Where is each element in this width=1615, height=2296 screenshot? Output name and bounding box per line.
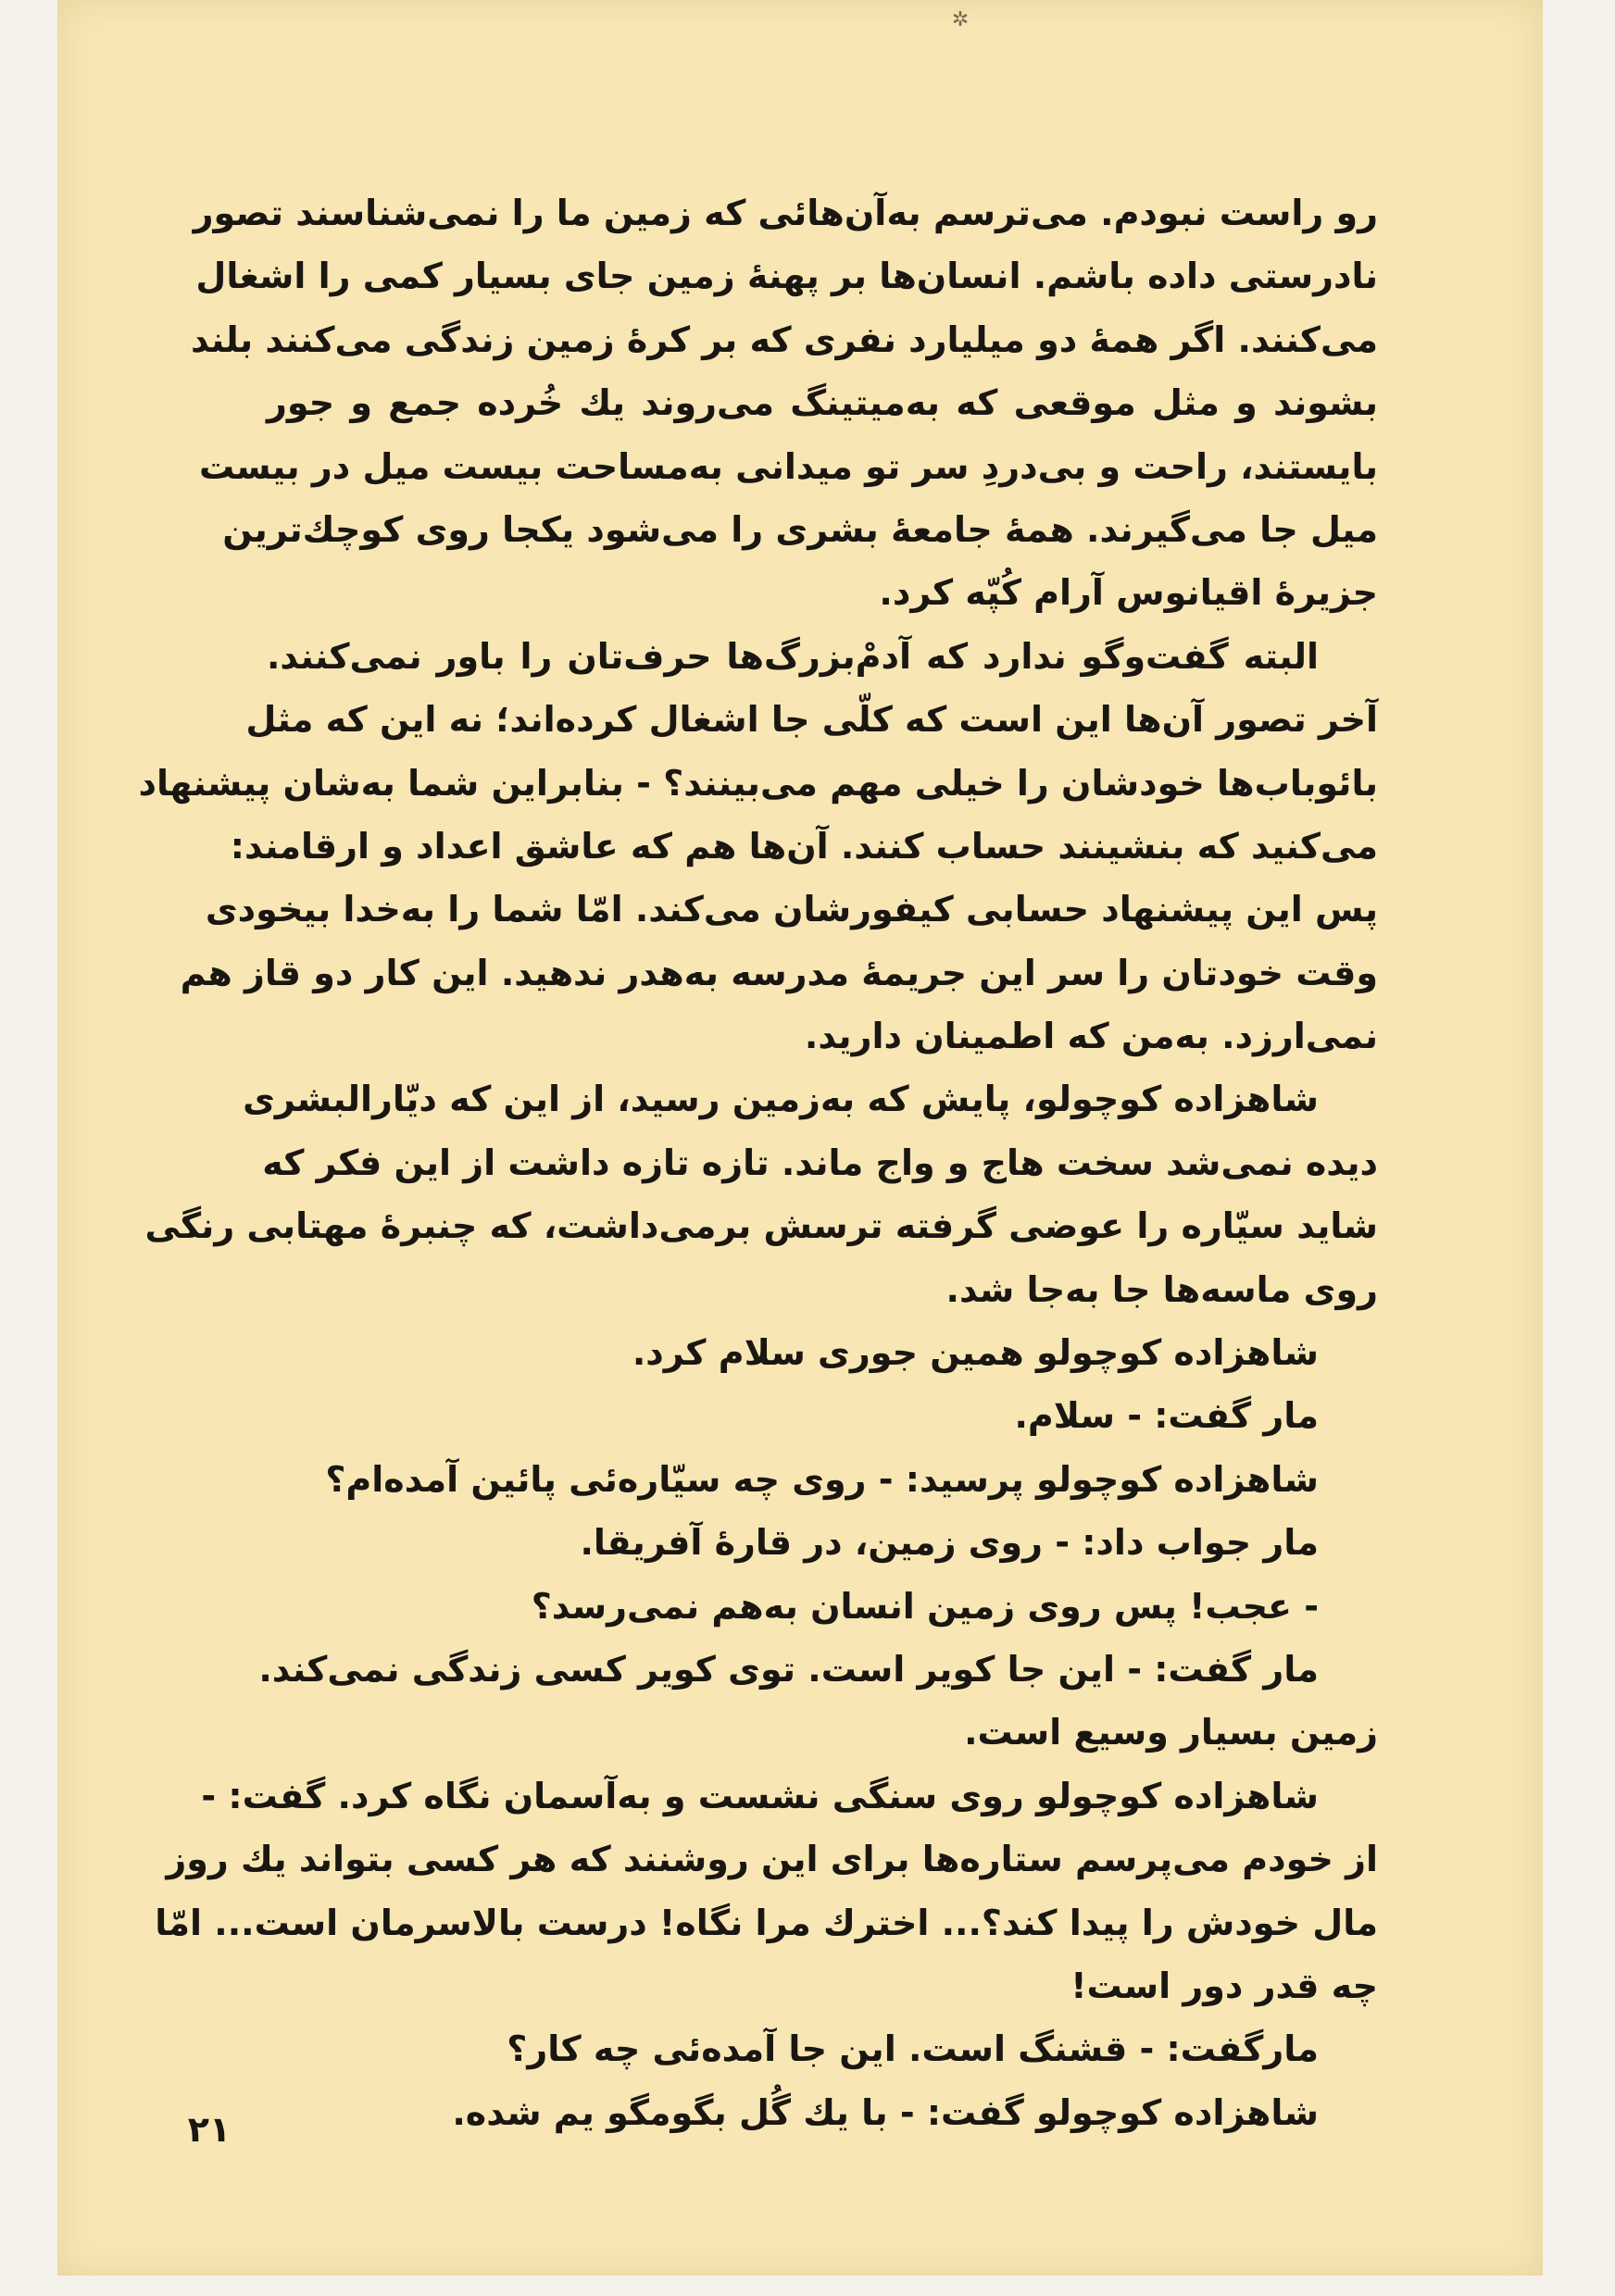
text-line-27: از خودم می‌پرسم ستاره‌ها برای این روشنند که هر کسی بتواند یك روز	[166, 1839, 1378, 1880]
text-line-2: نادرستی داده باشم. انسان‌ها بر پهنهٔ زمین جای بسیار کمی را اشغال	[195, 256, 1378, 297]
text-line-9: آخر تصور آن‌ها این است که کلّی جا اشغال کرده‌اند؛ نه این که مثل	[245, 699, 1378, 741]
text-line-7: جزیرهٔ اقیانوس آرام کُپّه کرد.	[879, 572, 1378, 614]
text-line-26: شاهزاده کوچولو روی سنگی نشست و به‌آسمان نگاه کرد. گفت: -	[201, 1775, 1319, 1816]
text-line-13: وقت خودتان را سر این جریمهٔ مدرسه به‌هدر ندهید. این کار دو قاز هم	[180, 952, 1378, 993]
text-line-30: مارگفت: - قشنگ است. این جا آمده‌ئی چه کار؟	[507, 2028, 1319, 2070]
text-line-6: میل جا می‌گیرند. همهٔ جامعهٔ بشری را می‌شود یکجا روی کوچك‌ترین	[222, 508, 1378, 550]
text-line-16: دیده نمی‌شد سخت هاج و واج ماند. تازه تازه داشت از این فکر که	[262, 1142, 1378, 1183]
text-line-17: شاید سیّاره را عوضی گرفته ترسش برمی‌داشت، که چنبرهٔ مهتابی رنگی	[144, 1205, 1378, 1247]
text-line-25: زمین بسیار وسیع است.	[964, 1712, 1378, 1753]
text-line-29: چه قدر دور است!	[1070, 1965, 1378, 2006]
text-line-5: بایستند، راحت و بی‌دردِ سر تو میدانی به‌مساحت بیست میل در بیست	[198, 445, 1378, 487]
text-line-15: شاهزاده کوچولو، پایش که به‌زمین رسید، از این که دیّارالبشری	[243, 1079, 1319, 1120]
text-line-19: شاهزاده کوچولو همین جوری سلام کرد.	[632, 1332, 1319, 1374]
text-line-23: - عجب! پس روی زمین انسان به‌هم نمی‌رسد؟	[531, 1585, 1319, 1627]
text-line-21: شاهزاده کوچولو پرسید: - روی چه سیّاره‌ئی پائین آمده‌ام؟	[325, 1458, 1319, 1500]
text-line-12: پس این پیشنهاد حسابی کیفورشان می‌کند. امّا شما را به‌خدا بیخودی	[205, 889, 1378, 930]
text-line-4: بشوند و مثل موقعی که به‌میتینگ می‌روند یك خُرده جمع و جور	[267, 382, 1378, 424]
text-line-20: مار گفت: - سلام.	[1014, 1395, 1319, 1437]
page-number: ۲۱	[187, 2109, 232, 2150]
text-line-14: نمی‌ارزد. به‌من که اطمینان دارید.	[804, 1016, 1378, 1057]
text-line-1: رو راست نبودم. می‌ترسم به‌آن‌هائی که زمین ما را نمی‌شناسند تصور	[193, 193, 1378, 233]
text-line-11: می‌کنید که بنشینند حساب کنند. آن‌ها هم که عاشق اعداد و ارقامند:	[230, 825, 1378, 867]
text-line-31: شاهزاده کوچولو گفت: - با یك گُل بگومگو یم شده.	[452, 2091, 1319, 2133]
text-line-3: می‌کنند. اگر همهٔ دو میلیارد نفری که بر کرهٔ زمین زندگی می‌کنند بلند	[190, 318, 1378, 360]
text-line-8: البته گفت‌وگو ندارد که آدمْ‌بزرگ‌ها حرف‌تان را باور نمی‌کنند.	[267, 635, 1319, 677]
text-line-18: روی ماسه‌ها جا به‌جا شد.	[945, 1268, 1378, 1310]
text-line-28: مال خودش را پیدا کند؟... اخترك مرا نگاه! درست بالاسرمان است... امّا	[155, 1902, 1378, 1943]
ink-mark-icon: ✲	[951, 8, 970, 31]
text-line-22: مار جواب داد: - روی زمین، در قارهٔ آفریقا.	[580, 1522, 1319, 1564]
text-line-24: مار گفت: - این جا کویر است. توی کویر کسی زندگی نمی‌کند.	[258, 1648, 1319, 1690]
text-line-10: بائوباب‌ها خودشان را خیلی مهم می‌بینند؟ - بنابراین شما به‌شان پیشنهاد	[138, 762, 1378, 804]
